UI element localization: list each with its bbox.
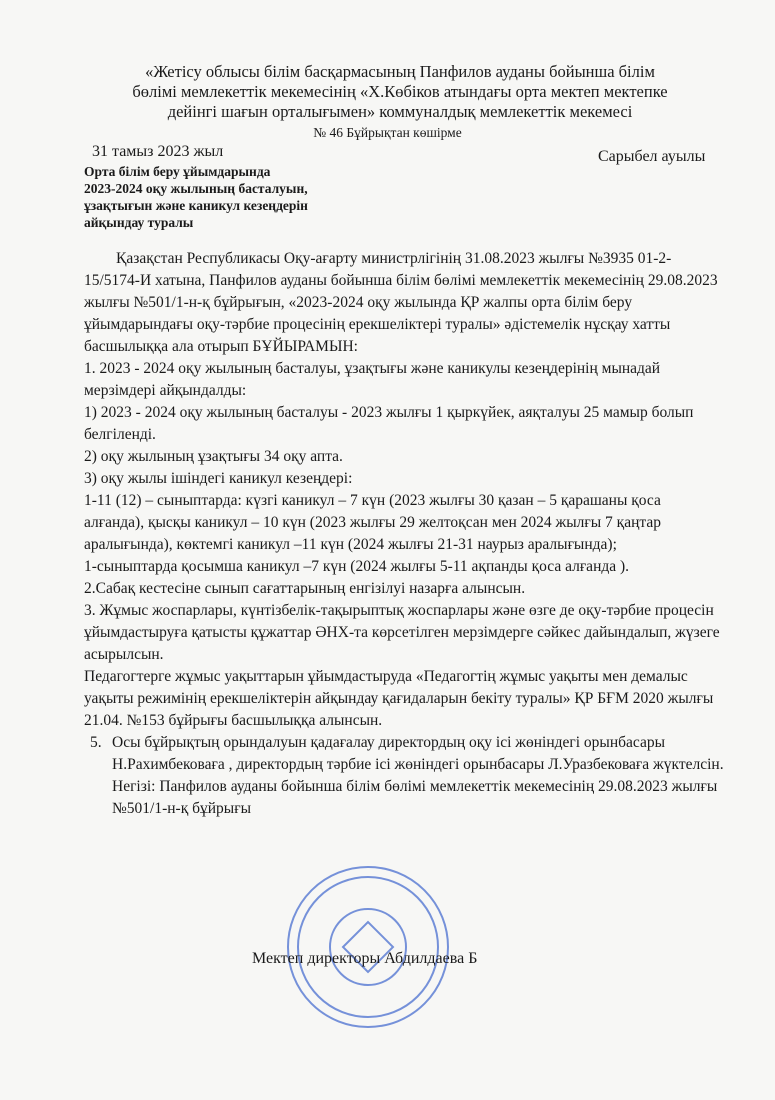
item-1-3: 3) оқу жылы ішіндегі каникул кезеңдері: — [84, 470, 353, 487]
teachers-paragraph: Педагогтерге жұмыс уақыттарын ұйымдастыруда «Педагогтің жұмыс уақыты мен демалыс уақыты режимінің ерекшеліктерін айқындау қағидаларын бекіту туралы» ҚР БҒМ 2020 жылғы 21.04. №153 бұйрығы басшылыққа алынсын. — [84, 668, 714, 729]
item-2: 2.Сабақ кестесіне сынып сағаттарының енгізілуі назарға алынсын. — [84, 580, 526, 597]
order-village: Сарыбел ауылы — [598, 148, 706, 165]
item-5 — [84, 732, 724, 776]
subject-line-2: 2023-2024 оқу жылының басталуын, — [84, 181, 308, 196]
document-header — [80, 62, 720, 122]
order-subject — [84, 163, 374, 231]
order-date: 31 тамыз 2023 жыл — [92, 143, 224, 160]
director-signature: Мектеп директоры Абдилдаева Б — [252, 950, 478, 967]
stamp-inner-ring — [330, 909, 406, 985]
stamp-middle-ring — [298, 877, 438, 1017]
item-1-2: 2) оқу жылының ұзақтығы 34 оқу апта. — [84, 448, 343, 465]
item-1: 1. 2023 - 2024 оқу жылының басталуы, ұзақтығы және каникулы кезеңдерінің мынадай мерзімдері айқындалды: — [84, 360, 661, 399]
header-line-3: дейінгі шағын орталығымен» коммуналдық мемлекеттік мекемесі — [167, 102, 633, 121]
header-line-1: «Жетісу облысы білім басқармасының Панфилов ауданы бойынша білім — [145, 62, 655, 81]
subject-line-4: айқындау туралы — [84, 215, 194, 230]
school-stamp — [283, 862, 453, 1032]
item-1-1: 1) 2023 - 2024 оқу жылының басталуы - 2023 жылғы 1 қыркүйек, аяқталуы 25 мамыр болып белгіленді. — [84, 404, 694, 443]
grades-paragraph: 1-11 (12) – сыныптарда: күзгі каникул – 7 күн (2023 жылғы 30 қазан – 5 қарашаны қоса алғанда), қысқы каникул – 10 күн (2023 жылғы 29 желтоқсан мен 2024 жылғы 7 қаңтар аралығында), көктемгі каникул –11 күн (2024 жылғы 21-31 наурыз аралығында); — [84, 492, 661, 553]
intro-paragraph: Қазақстан Республикасы Оқу-ағарту министрлігінің 31.08.2023 жылғы №3935 01-2-15/5174-И хатына, Панфилов ауданы бойынша білім бөлімі мемлекеттік мекемесінің 29.08.2023 жылғы №501/1-н-қ бұйрығын, «2023-2024 оқу жылында ҚР жалпы орта білім беру ұйымдарындағы оқу-тәрбие процесінің ерекшеліктері туралы» әдістемелік нұсқау хатты басшылыққа ала отырып БҰЙЫРАМЫН: — [84, 250, 718, 355]
order-body — [84, 248, 724, 820]
order-copy-line: № 46 Бұйрықтан көшірме — [313, 125, 462, 140]
subject-line-3: ұзақтығын және каникул кезеңдерін — [84, 198, 308, 213]
stamp-outer-ring — [288, 867, 448, 1027]
header-line-2: бөлімі мемлекеттік мекемесінің «Х.Көбіков атындағы орта мектеп мектепке — [132, 82, 668, 101]
item-5-text: Осы бұйрықтың орындалуын қадағалау директордың оқу ісі жөніндегі орынбасары Н.Рахимбековаға , директордың тәрбие ісі жөніндегі орынбасары Л.Уразбековаға жүктелсін. — [112, 734, 724, 773]
item-3: 3. Жұмыс жоспарлары, күнтізбелік-тақырыптық жоспарлары және өзге де оқу-тәрбие процесін ұйымдастыруға қатысты құжаттар ӘНХ-та көрсетілген мерзімдерге сәйкес дайындалып, жүзеге асырылсын. — [84, 602, 720, 663]
subject-line-1: Орта білім беру ұйымдарында — [84, 164, 271, 179]
grade-1-paragraph: 1-сыныптарда қосымша каникул –7 күн (2024 жылғы 5-11 ақпанды қоса алғанда ). — [84, 558, 630, 575]
basis-paragraph: Негізі: Панфилов ауданы бойынша білім бөлімі мемлекеттік мекемесінің 29.08.2023 жылғы №501/1-н-қ бұйрығы — [112, 778, 718, 817]
item-5-number: 5. — [90, 734, 102, 751]
